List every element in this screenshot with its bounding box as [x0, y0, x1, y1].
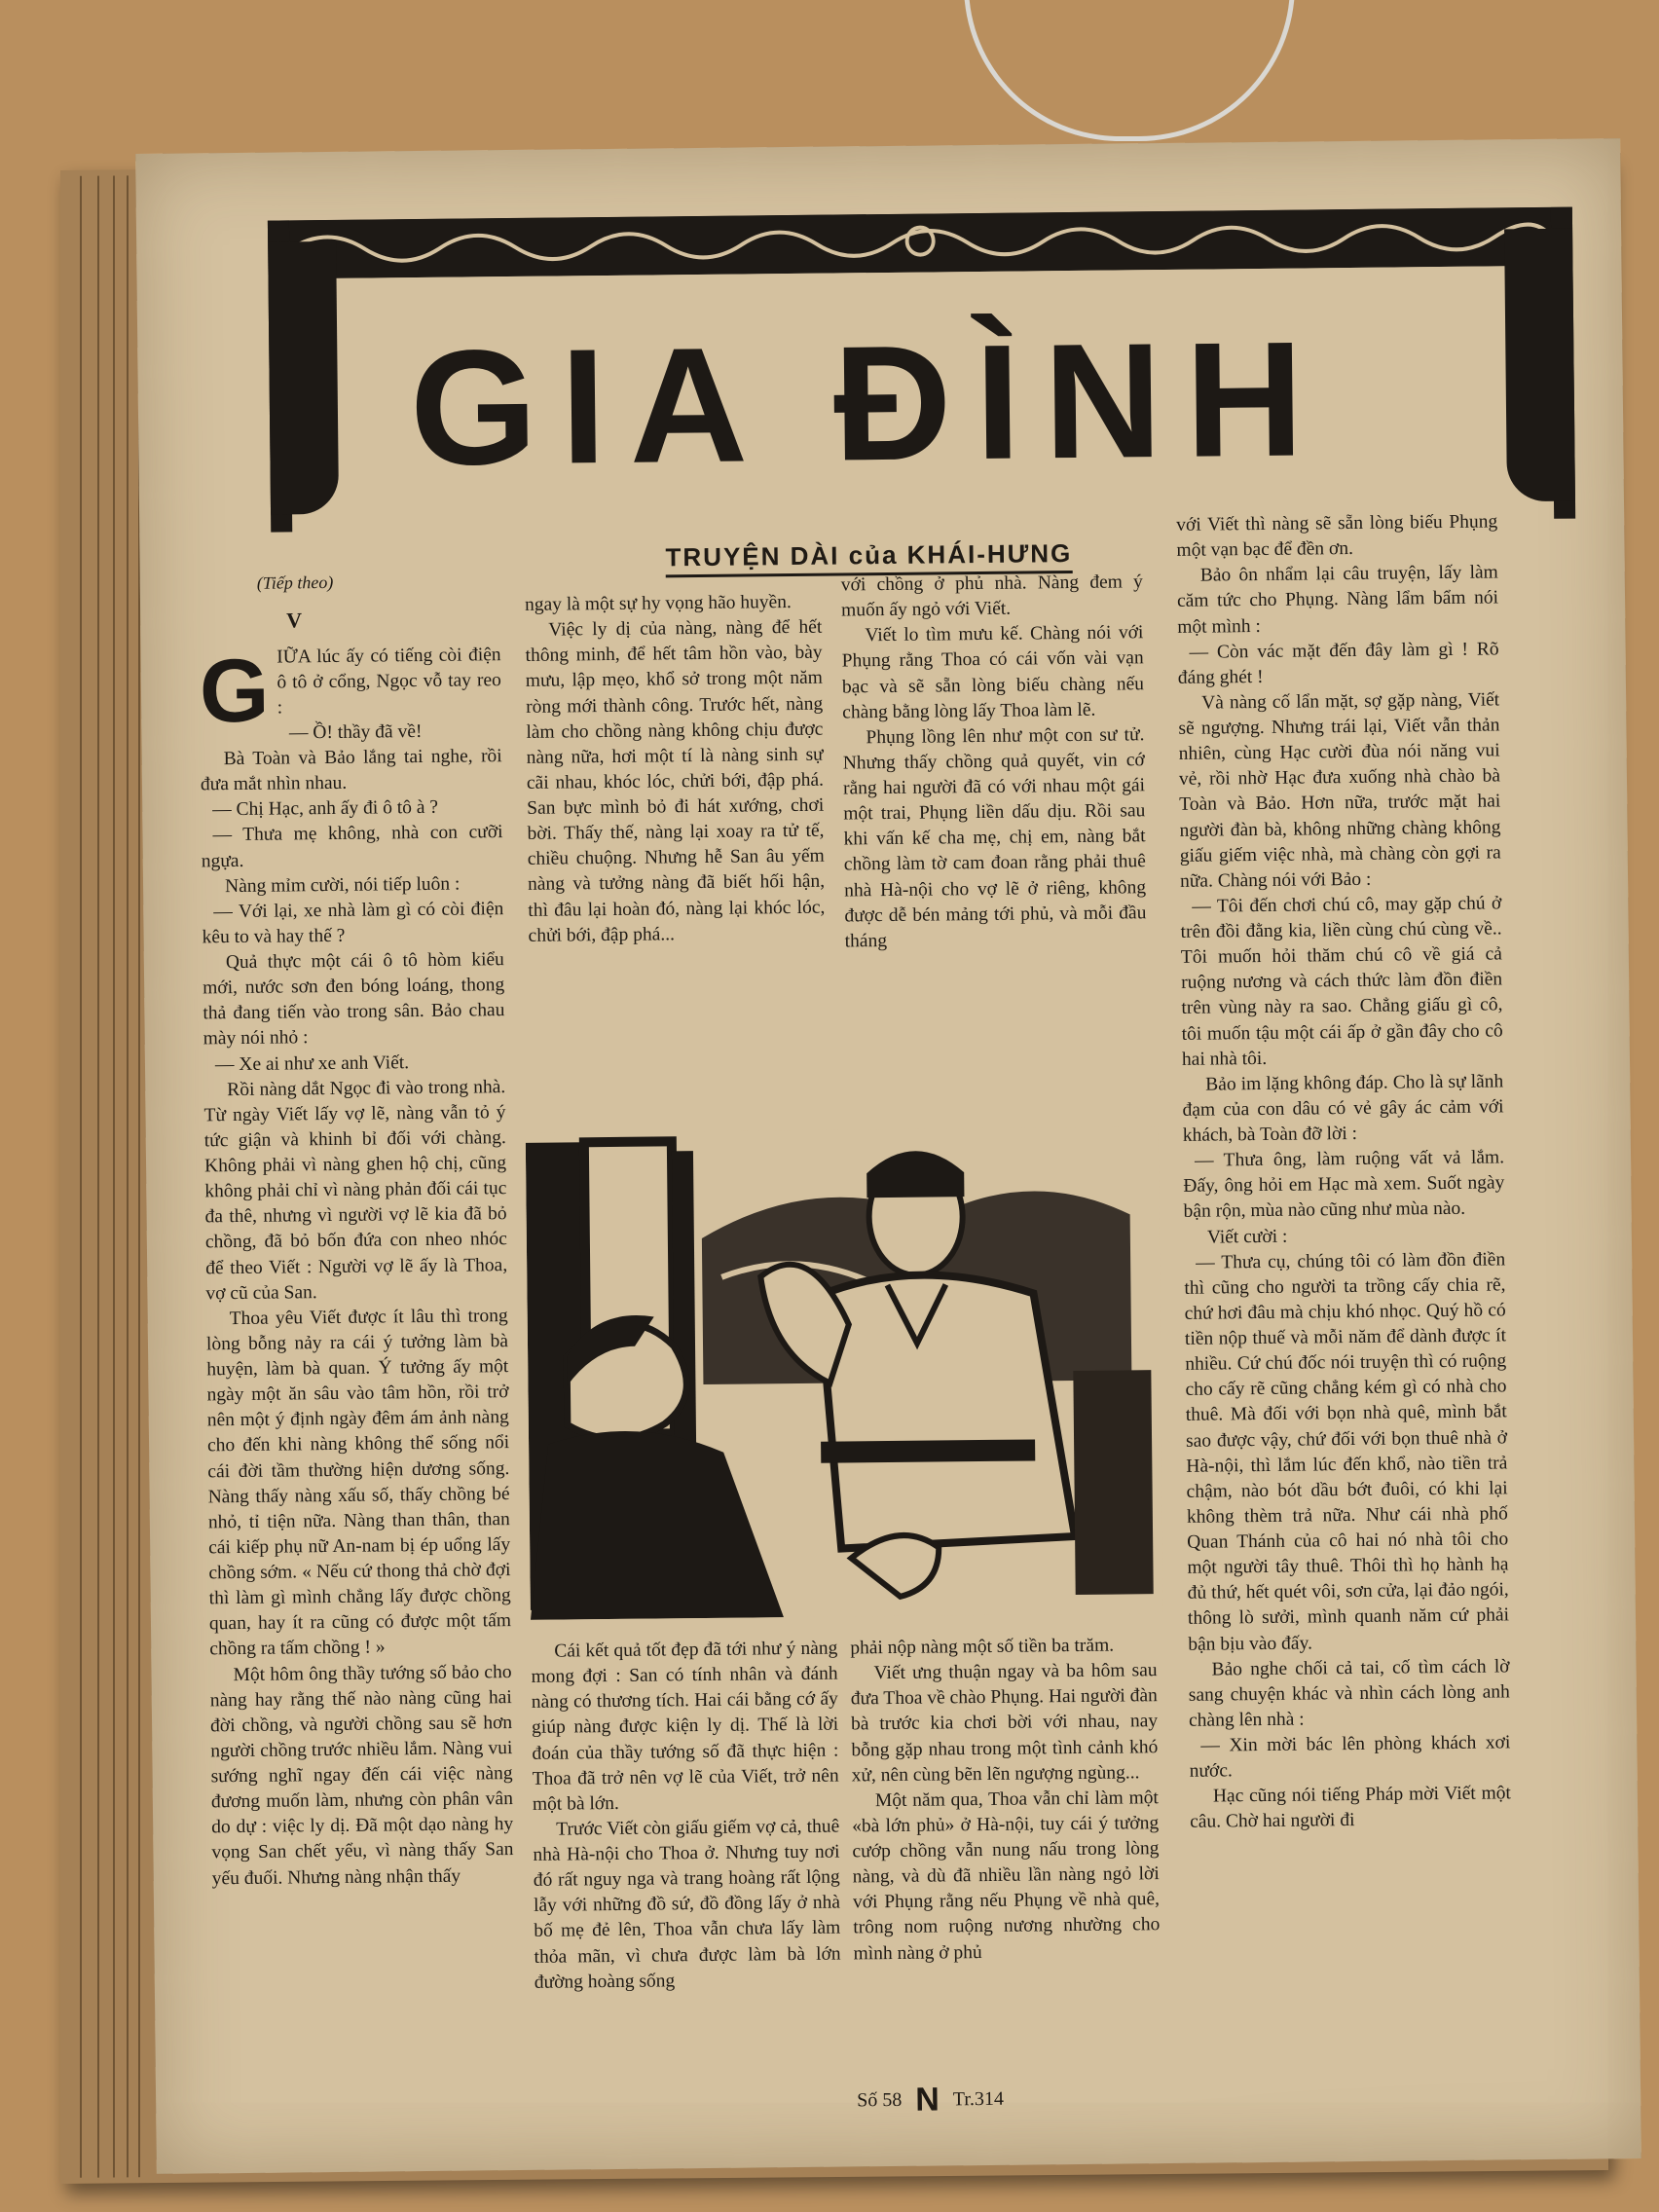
- magazine-logo: N: [915, 2081, 940, 2119]
- woodcut-illustration: [526, 1126, 1163, 1620]
- paragraph: phải nộp nàng một số tiền ba trăm.: [850, 1635, 1115, 1659]
- paragraph: Và nàng cố lẩn mặt, sợ gặp nàng, Viết sẽ ngượng. Nhưng trái lại, Viết vẫn thản nhiên, cùng Hạc cười đùa nói năng vui vẻ, rồi nhờ Hạc đưa xuống nhà chào bà Toàn và Bảo. Hơn nữa, trước mặt hai người đàn bà, không những chàng không giấu giếm việc nhà, mà chàng còn gợi ra nữa. Chàng nói với Bảo :: [1178, 689, 1501, 892]
- paragraph: — Chị Hạc, anh ấy đi ô tô à ?: [212, 797, 439, 821]
- continued-note: (Tiếp theo): [256, 571, 334, 593]
- story-title: GIA ĐÌNH: [409, 307, 1328, 500]
- drop-cap: G: [199, 641, 271, 741]
- paragraph: với Viết thì nàng sẽ sẵn lòng biếu Phụng một vạn bạc để đền ơn.: [1176, 511, 1498, 561]
- paragraph: — Xe ai như xe anh Viết.: [214, 1051, 410, 1075]
- paragraph: Một năm qua, Thoa vẫn chỉ làm một «bà lớn phủ» ở Hà-nội, tuy cái ý tưởng cướp chồng vẫn nung nấu trong lòng nàng, và dù đã nhiều lần nàng ngỏ lời với Phụng rằng nếu Phụng về nhà quê, trông nom ruộng nương nhường cho mình nàng ở phủ: [852, 1787, 1161, 1964]
- paragraph: Trước Viết còn giấu giếm vợ cả, thuê nhà Hà-nội cho Thoa ở. Nhưng tuy nơi đó rất nguy nga và trang hoàng rất lộng lẫy với những đồ sứ, đồ đồng lấy ở nhà bố mẹ đẻ lên, Thoa vẫn chưa lấy làm thỏa mãn, vì chưa được làm bà lớn đường hoàng sống: [533, 1816, 841, 1993]
- paragraph: Cái kết quả tốt đẹp đã tới như ý nàng mong đợi : San có tính nhân và đánh nàng có thương tích. Hai cái bằng cớ ấy giúp nàng được kiện ly dị. Thế là lời đoán của thầy tướng số đã thực hiện : Thoa đã trở nên vợ lẽ của Viết, trở nên một bà lớn.: [531, 1638, 839, 1815]
- chapter-number: V: [286, 608, 303, 633]
- column-4: [1176, 509, 1511, 1835]
- paragraph: Hạc cũng nói tiếng Pháp mời Viết một câu. Chờ hai người đi: [1190, 1783, 1511, 1833]
- byline: TRUYỆN DÀI của KHÁI-HƯNG: [665, 538, 1072, 577]
- paragraph: với chồng ở phủ nhà. Nàng đem ý muốn ấy ngỏ với Viết.: [840, 571, 1143, 621]
- frame-corner-left: [268, 241, 339, 515]
- paragraph: Viết ưng thuận ngay và ba hôm sau đưa Thoa về chào Phụng. Hai người đàn bà trước kia chơi bời với nhau, nay bỗng gặp nhau trong một tình cảnh khó xử, nên cùng bẽn lẽn ngượng ngùng...: [850, 1660, 1159, 1787]
- paragraph: Nàng mỉm cười, nói tiếp luôn :: [224, 873, 461, 897]
- paragraph: Việc ly dị của nàng, nàng để hết thông minh, để hết tâm hồn vào, bày mưu, lập mẹo, khổ sở trong một năm ròng mới thành công. Trước hết, nàng làm cho chồng nàng không chịu được nàng nữa, hơi một tí là nàng sinh sự cãi nhau, khóc lóc, chửi bới, đập phá. San bực mình bỏ đi hát xướng, chơi bời. Thấy thế, nàng lại xoay ra tử tế, chiều chuộng. Nhưng hễ San âu yếm nàng và tưởng nàng đã biết hối hận, thì đâu lại hoàn đó, nàng lại khóc lóc, chửi bới, đập phá...: [525, 616, 826, 946]
- paragraph: — Thưa ông, làm ruộng vất vả lắm. Đấy, ông hỏi em Hạc mà xem. Suốt ngày bận rộn, mùa nào cũng như mùa nào.: [1183, 1147, 1505, 1223]
- paragraph: Viết cười :: [1206, 1226, 1288, 1248]
- paragraph: — Ồ! thầy đã về!: [288, 720, 423, 744]
- paragraph: — Tôi đến chơi chú cô, may gặp chú ở trên đồi đằng kia, liền cùng chú cùng về.. Tôi muốn hỏi thăm chú cô về giá cả ruộng nương và cách thức làm đồn điền trên vùng này ra sao. Chẳng giấu gì cô, tôi muốn tậu một cái ấp ở gần đây cho cô hai nhà tôi.: [1180, 893, 1503, 1070]
- issue-number: Số 58: [857, 2088, 903, 2112]
- paragraph: Quả thực một cái ô tô hòm kiểu mới, nước sơn đen bóng loáng, thong thả đang tiến vào trong sân. Bảo chau mày nói nhỏ :: [203, 949, 505, 1050]
- paragraph: Rồi nàng dắt Ngọc đi vào trong nhà. Từ ngày Viết lấy vợ lẽ, nàng vẫn tỏ ý tức giận và khinh bỉ đối với chàng. Không phải vì nàng ghen hộ chị, cũng không phải chỉ vì nàng phản đối cái tục đa thê, nhưng vì người vợ lẽ kia đã bỏ chồng, đã bỏ bốn đứa con nheo nhóc để theo Viết : Người vợ lẽ ấy là Thoa, vợ cũ của San.: [203, 1076, 508, 1305]
- paragraph: — Thưa cụ, chúng tôi có làm đồn điền thì cũng cho người ta trồng cấy chia rẽ, chứ hơi đâu mà chịu khó nhọc. Quý hồ có tiền nộp thuế và mỗi năm để dành được ít nhiều. Cứ chú đốc nói truyện thì có ruộng cho cấy rẽ cũng chẳng kém gì có nhà cho thuê. Mà đối với bọn nhà quê, mình bắt sao được vậy, chứ đối với bọn thuê nhà ở Hà-nội, thì lắm lúc đến khổ, nào tiền trả chậm, nào bót dầu bớt đuôi, có khi lại không thèm trả nữa. Như cái nhà phố Quan Thánh của cô hai nó nhà tôi cho một người tây thuê. Thôi thì họ hành hạ đủ thứ, hết quét vôi, sơn cửa, lại đảo ngói, thông lò sưởi, mình quanh năm cứ phải bận bịu vào đấy.: [1184, 1248, 1510, 1655]
- paragraph: Thoa yêu Viết được ít lâu thì trong lòng bỗng nảy ra cái ý tưởng làm bà huyện, làm bà quan. Ý tưởng ấy một ngày một ăn sâu vào tâm hồn, rồi trở nên một ý định ngày đêm ám ảnh nàng cho đến khi nàng không thể sống nổi cái đời tầm thường hiện dương sống. Nàng thấy nàng xấu số, thấy chồng bé nhỏ, tỉ tiện nữa. Nàng than thân, than cái kiếp phụ nữ An-nam bị ép uổng lấy chồng sớm. « Nếu cứ thong thả chờ đợi thì làm gì mình chẳng lấy được chồng quan, hay ít ra cũng có được một tấm chồng ra tấm chồng ! »: [205, 1305, 512, 1660]
- magazine-page: [135, 138, 1641, 2174]
- column-2-top: [525, 590, 826, 949]
- paragraph: Viết lo tìm mưu kế. Chàng nói với Phụng rằng Thoa có cái vốn vài vạn bạc và sẽ sẵn lòng biếu chàng nếu chàng bằng lòng lấy Thoa làm lẽ.: [841, 622, 1145, 723]
- paragraph: — Với lại, xe nhà làm gì có còi điện kêu to và hay thế ?: [202, 898, 504, 948]
- column-3-bottom: [850, 1633, 1161, 1967]
- paragraph: Bảo nghe chối cả tai, cố tìm cách lờ sang chuyện khác và nhìn cách lòng anh chàng lên nhà :: [1188, 1655, 1510, 1731]
- frame-corner-right: [1504, 229, 1575, 502]
- ornament-pattern: [289, 207, 1552, 279]
- column-1: [199, 569, 514, 1892]
- paragraph: Bà Toàn và Bảo lắng tai nghe, rồi đưa mắt nhìn nhau.: [200, 746, 502, 795]
- paragraph: — Còn vác mặt đến đây làm gì ! Rõ đáng ghét !: [1177, 639, 1499, 688]
- cable: [964, 0, 1295, 141]
- paragraph: Một hôm ông thầy tướng số bảo cho nàng hay rằng thế nào nàng cũng hai đời chồng, và người chồng sau sẽ hơn người chồng trước nhiều lắm. Nàng vui sướng nghĩ ngay đến cái việc nàng đương muốn làm, nhưng còn phân vân do dự : việc ly dị. Đã một dạo nàng hy vọng San chết yểu, vì nàng thấy San yếu đuối. Nhưng nàng nhận thấy: [209, 1661, 514, 1889]
- paragraph: — Xin mời bác lên phòng khách xơi nước.: [1189, 1732, 1511, 1782]
- page-footer: [857, 2081, 1004, 2120]
- paragraph: Bảo im lặng không đáp. Cho là sự lãnh đạm của con dâu có vẻ gây ác cảm với khách, bà Toàn đỡ lời :: [1182, 1071, 1504, 1146]
- column-2-bottom: [531, 1637, 841, 1996]
- page-number: Tr.314: [952, 2087, 1005, 2111]
- column-3-top: [841, 570, 1147, 954]
- paragraph: IỮA lúc ấy có tiếng còi điện ô tô ở cổng, Ngọc vỗ tay reo :: [276, 644, 501, 719]
- paragraph: — Thưa mẹ không, nhà con cưỡi ngựa.: [201, 822, 503, 871]
- paragraph: Bảo ôn nhẩm lại câu truyện, lấy làm căm tức cho Phụng. Nàng lẩm bẩm nói một mình :: [1176, 562, 1499, 638]
- paragraph: ngay là một sự hy vọng hão huyền.: [524, 592, 792, 615]
- paragraph: Phụng lồng lên như một con sư tử. Nhưng thấy chồng quả quyết, vin cớ rằng hai người đã có với nhau một gái một trai, Phụng liền dấu dịu. Rồi sau khi vấn kế cha mẹ, chị em, nàng bắt chồng làm tờ cam đoan rằng phải thuê nhà Hà-nội cho vợ lẽ ở riêng, không được dễ bén mảng tới phủ, và mỗi đầu tháng: [842, 723, 1147, 952]
